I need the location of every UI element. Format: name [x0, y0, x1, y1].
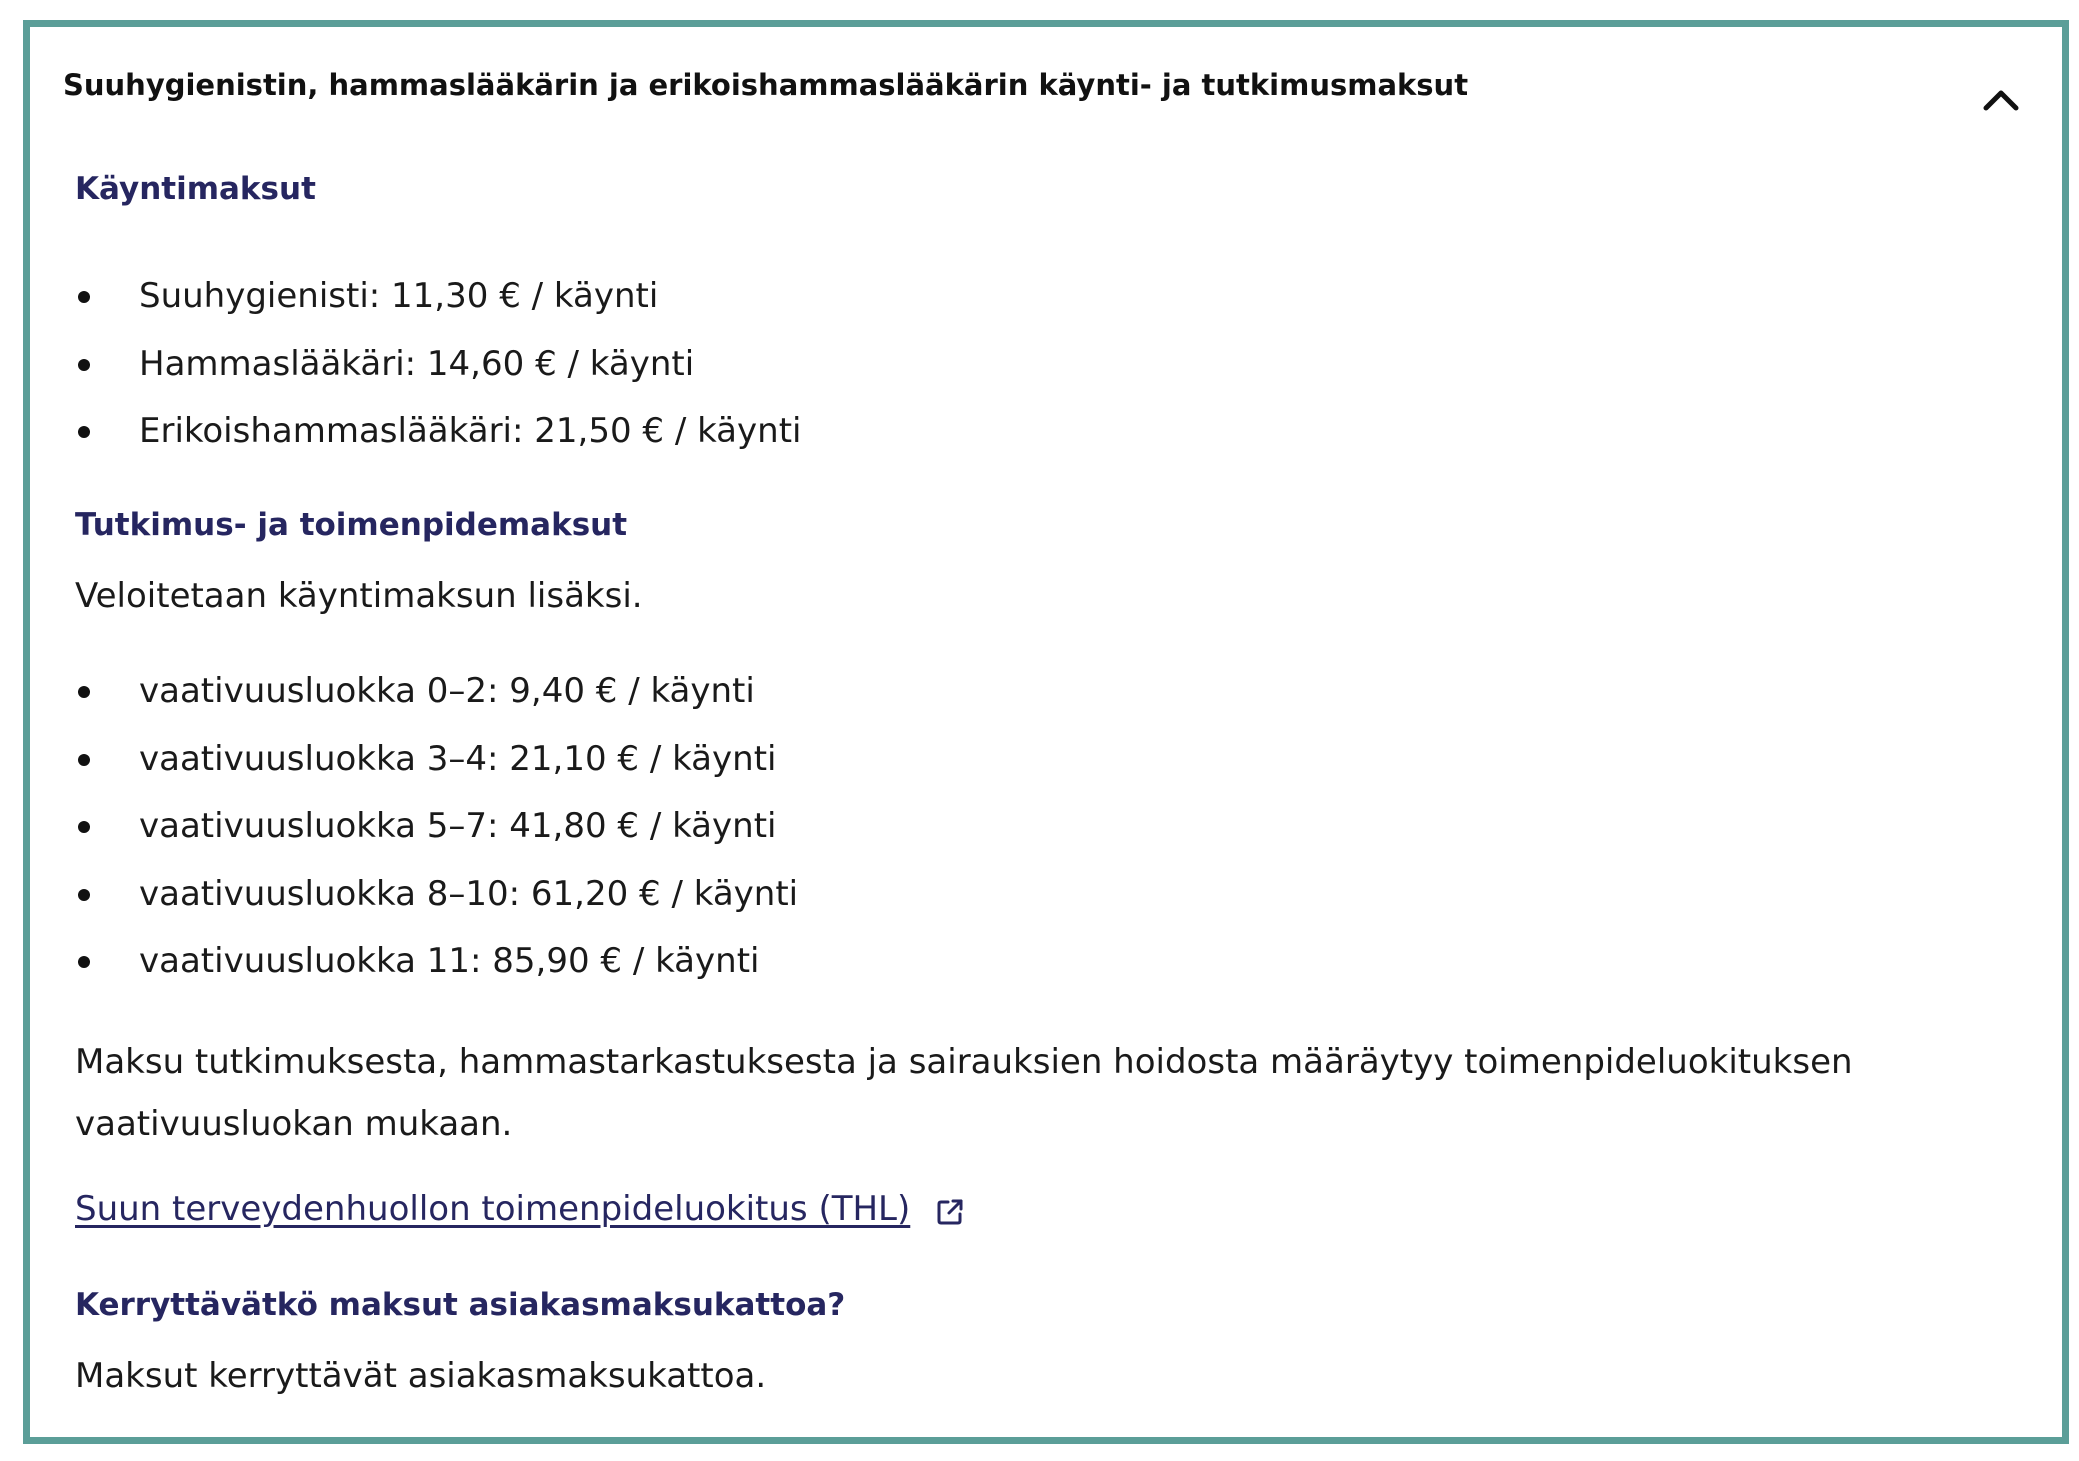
list-item: vaativuusluokka 0–2: 9,40 € / käynti	[75, 658, 798, 726]
list-item: vaativuusluokka 5–7: 41,80 € / käynti	[75, 793, 798, 861]
bullet-icon	[78, 821, 90, 833]
fee-cap-heading: Kerryttävätkö maksut asiakasmaksukattoa?	[75, 1287, 846, 1323]
list-item: vaativuusluokka 11: 85,90 € / käynti	[75, 928, 798, 996]
procedure-fees-intro: Veloitetaan käyntimaksun lisäksi.	[75, 576, 643, 616]
bullet-icon	[78, 359, 90, 371]
accordion-header[interactable]	[30, 27, 2062, 157]
list-item: Suuhygienisti: 11,30 € / käynti	[75, 263, 801, 331]
fee-cap-answer: Maksut kerryttävät asiakasmaksukattoa.	[75, 1356, 767, 1396]
visit-fees-list	[75, 263, 801, 466]
bullet-icon	[78, 754, 90, 766]
fee-accordion	[23, 20, 2069, 1444]
procedure-fees-list	[75, 658, 798, 996]
bullet-icon	[78, 889, 90, 901]
bullet-icon	[78, 956, 90, 968]
visit-fees-heading: Käyntimaksut	[75, 171, 316, 207]
toimenpideluokitus-link-row	[75, 1187, 965, 1231]
external-link-icon[interactable]	[935, 1197, 965, 1227]
bullet-icon	[78, 426, 90, 438]
list-item: vaativuusluokka 3–4: 21,10 € / käynti	[75, 726, 798, 794]
toimenpideluokitus-link[interactable]: Suun terveydenhuollon toimenpideluokitus (THL)	[75, 1189, 911, 1229]
chevron-up-icon[interactable]	[1976, 75, 2026, 125]
accordion-title: Suuhygienistin, hammaslääkärin ja erikoishammaslääkärin käynti- ja tutkimusmaksut	[63, 68, 1469, 102]
bullet-icon	[78, 686, 90, 698]
procedure-fees-heading: Tutkimus- ja toimenpidemaksut	[75, 507, 628, 543]
bullet-icon	[78, 291, 90, 303]
list-item: vaativuusluokka 8–10: 61,20 € / käynti	[75, 861, 798, 929]
list-item: Hammaslääkäri: 14,60 € / käynti	[75, 331, 801, 399]
procedure-fees-note: Maksu tutkimuksesta, hammastarkastuksesta ja sairauksien hoidosta määräytyy toimenpideluokituksen vaativuusluokan mukaan.	[75, 1042, 1853, 1144]
list-item: Erikoishammaslääkäri: 21,50 € / käynti	[75, 398, 801, 466]
